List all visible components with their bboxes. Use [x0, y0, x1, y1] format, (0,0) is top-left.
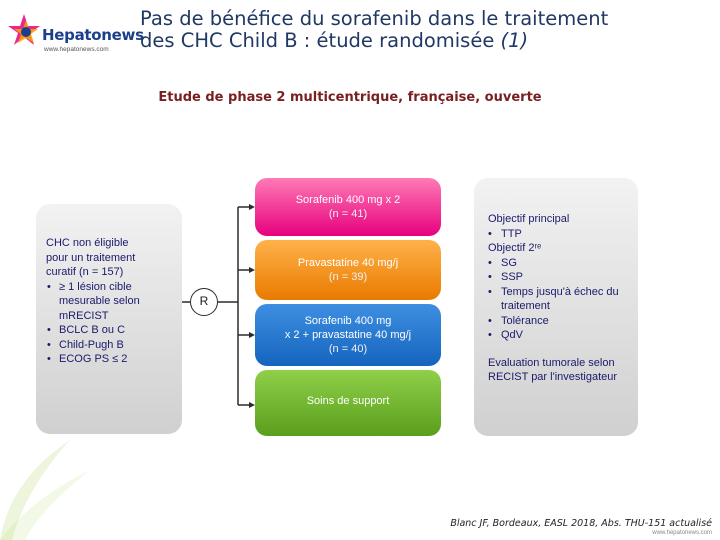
logo-url: www.hepatonews.com [44, 46, 109, 53]
primary-endpoint-title: Objectif principal [488, 213, 570, 225]
arm-n: (n = 41) [328, 208, 368, 220]
endpoint-item: • Temps jusqu'à échec du traitement [488, 285, 632, 314]
criterion-item: • ≥ 1 lésion cible mesurable selon mRECIST [46, 280, 174, 324]
arm-sorafenib-pravastatine [255, 304, 441, 366]
title-citation: (1) [500, 29, 529, 52]
arm-n: (n = 39) [328, 271, 368, 283]
logo-name: Hepatonews [42, 26, 144, 44]
arm-n: (n = 40) [328, 343, 368, 355]
endpoint-item: • TTP [488, 227, 632, 242]
arm-label: Sorafenib 400 mg [304, 315, 392, 327]
population-line-2: pour un traitement [46, 251, 136, 264]
secondary-endpoint-list [488, 256, 632, 343]
title-line-1: Pas de bénéfice du sorafenib dans le traitement [140, 7, 609, 30]
criterion-item: • BCLC B ou C [46, 323, 174, 338]
endpoint-item: • SSP [488, 270, 632, 285]
arm-label: Sorafenib 400 mg x 2 [295, 194, 401, 206]
criterion-item: • ECOG PS ≤ 2 [46, 352, 174, 367]
footer-url: www.hepatonews.com [652, 530, 712, 536]
arm-pravastatine [255, 240, 441, 300]
randomization-node: R [190, 288, 218, 316]
arm-label: Pravastatine 40 mg/j [297, 257, 399, 269]
title-line-2: des CHC Child B : étude randomisée [140, 29, 495, 52]
endpoint-item: • SG [488, 256, 632, 271]
arm-supportive-care [255, 370, 441, 436]
arm-label-line-2: x 2 + pravastatine 40 mg/j [284, 329, 412, 341]
evaluation-note: Evaluation tumorale selon RECIST par l'investigateur [488, 356, 618, 383]
endpoints-box [474, 178, 638, 436]
decorative-swoosh-icon [0, 440, 90, 540]
arm-label: Soins de support [306, 395, 390, 407]
primary-endpoint-list [488, 227, 632, 242]
secondary-endpoint-title: Objectif 2ʳᵉ [488, 242, 542, 254]
inclusion-criteria-list [46, 280, 174, 367]
criterion-item: • Child-Pugh B [46, 338, 174, 353]
population-line-1: CHC non éligible [46, 237, 129, 249]
study-subtitle: Etude de phase 2 multicentrique, française, ouverte [158, 90, 542, 105]
endpoint-item: • Tolérance [488, 314, 632, 329]
footer-citation: Blanc JF, Bordeaux, EASL 2018, Abs. THU-151 actualisé [450, 518, 712, 529]
arm-sorafenib [255, 178, 441, 236]
endpoint-item: • QdV [488, 328, 632, 343]
population-box [36, 204, 182, 434]
population-line-3: curatif (n = 157) [46, 266, 124, 278]
